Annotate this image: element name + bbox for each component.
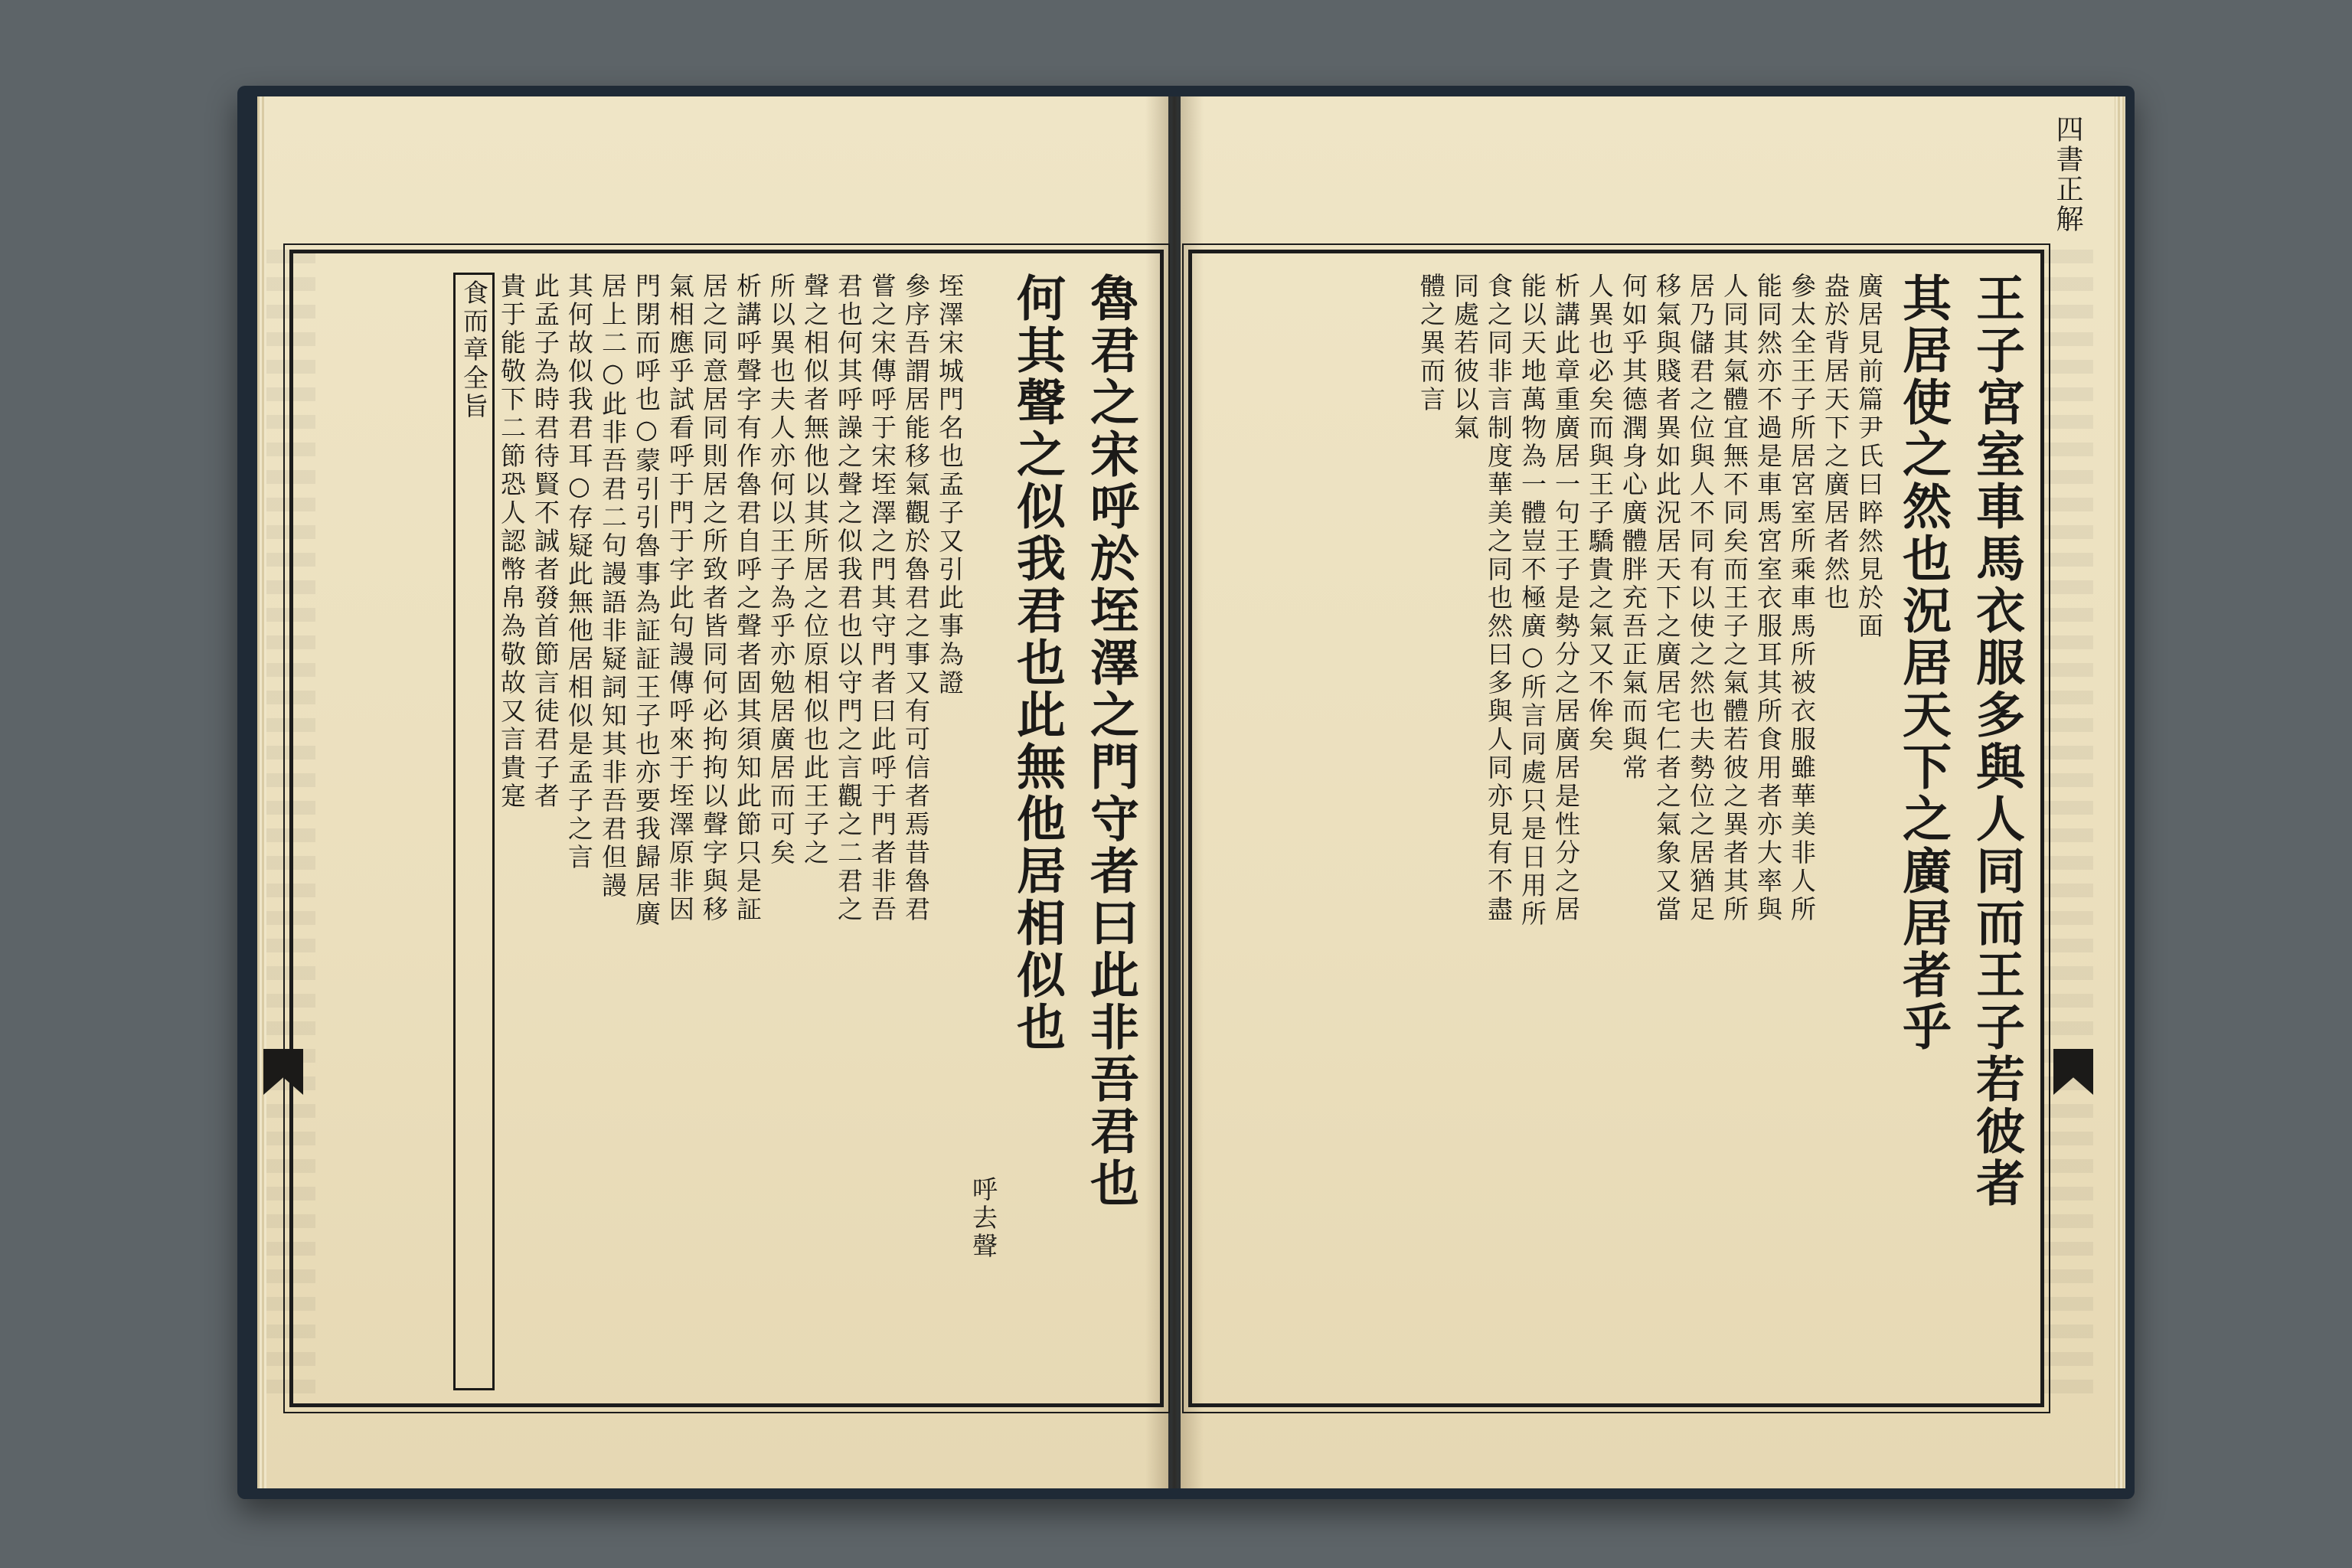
left-commentary-column-13: 此孟子為時君待賢不誠者發首節言徒君子者 xyxy=(531,273,560,811)
right-commentary-column-14: 體之異而言 xyxy=(1416,273,1446,414)
left-commentary-column-8: 居之同意居同則居之所致者皆同何必拘拘以聲字與移 xyxy=(699,273,729,924)
left-commentary-column-14: 貴于能敬下二節恐人認幣帛為敬故又言貴寔 xyxy=(497,273,527,811)
left-commentary-column-5: 聲之相似者無他以其所居之位原相似也此王子之 xyxy=(800,273,830,867)
left-commentary-column-9: 氣相應乎試看呼于門于字此句謾傳呼來于垤澤原非因 xyxy=(665,273,695,924)
chapter-box: 食而章全旨 xyxy=(453,273,495,1390)
left-main-column-2: 何其聲之似我君也此無他居相似也 xyxy=(1008,273,1066,1054)
right-commentary-column-4: 能同然亦不過是車馬宮室衣服耳其所食用者亦大率與 xyxy=(1753,273,1783,924)
right-commentary-column-12: 食之同非言制度華美之同也然曰多與人同亦見有不盡 xyxy=(1484,273,1514,924)
left-commentary-column-1: 垤澤宋城門名也孟子又引此事為證 xyxy=(935,273,965,697)
right-commentary-column-1: 廣居見前篇尹氏曰睟然見於面 xyxy=(1854,273,1884,641)
right-commentary-column-7: 移氣與賤者異如此況居天下之廣居宅仁者之氣象又當 xyxy=(1652,273,1682,924)
page-edges-right xyxy=(2113,96,2125,1488)
right-commentary-column-8: 何如乎其德潤身心廣體胖充吾正氣而與常 xyxy=(1619,273,1648,782)
right-main-column-1: 王子宮室車馬衣服多與人同而王子若彼者 xyxy=(1968,273,2025,1210)
left-commentary-column-12: 其何故似我君耳○存疑此無他居相似是孟子之言 xyxy=(564,273,594,872)
right-commentary-column-5: 人同其氣體宜無不同矣而王子之氣體若彼之異者其所 xyxy=(1720,273,1749,924)
right-commentary-column-11: 能以天地萬物為一體豈不極廣○所言同處只是日用所 xyxy=(1517,273,1547,929)
left-commentary-column-7: 析講呼聲字有作魯君自呼之聲者固其須知此節只是証 xyxy=(733,273,763,924)
left-commentary-column-6: 所以異也夫人亦何以王子為乎亦勉居廣居而可矣 xyxy=(766,273,796,867)
left-gloss-note: 呼去聲 xyxy=(969,1176,998,1261)
right-commentary-column-13: 同處若彼以氣 xyxy=(1450,273,1480,443)
right-commentary-column-2: 盎於背居天下之廣居者然也 xyxy=(1821,273,1851,612)
right-commentary-column-3: 參太全王子所居宮室所乘車馬所被衣服雖華美非人所 xyxy=(1787,273,1817,924)
right-text-block xyxy=(1214,273,2033,1390)
right-commentary-column-9: 人異也必矣而與王子驕貴之氣又不侔矣 xyxy=(1585,273,1615,754)
right-main-column-2: 其居使之然也況居天下之廣居者乎 xyxy=(1894,273,1952,1054)
left-main-column-1: 魯君之宋呼於垤澤之門守者曰此非吾君也 xyxy=(1082,273,1139,1210)
left-commentary-column-10: 門閉而呼也○蒙引引魯事為証証王子也亦要我歸居廣 xyxy=(632,273,662,929)
right-commentary-column-6: 居乃儲君之位與人不同有以使之然也夫勢位之居猶足 xyxy=(1686,273,1716,924)
left-commentary-column-3: 嘗之宋傳呼于宋垤澤之門其守門者曰此呼于門者非吾 xyxy=(867,273,897,924)
left-commentary-column-2: 參序吾謂居能移氣觀於魯君之事又有可信者焉昔魯君 xyxy=(901,273,931,924)
right-folio: 四書正解 xyxy=(2052,115,2083,234)
left-commentary-column-4: 君也何其呼譟之聲之似我君也以守門之言觀之二君之 xyxy=(834,273,864,924)
left-commentary-column-11: 居上二○此非吾君二句謾語非疑詞知其非吾君但謾 xyxy=(598,273,628,900)
right-commentary-column-10: 析講此章重廣居一句王子是勢分之居廣居是性分之居 xyxy=(1551,273,1581,924)
left-text-block xyxy=(312,273,1147,1390)
